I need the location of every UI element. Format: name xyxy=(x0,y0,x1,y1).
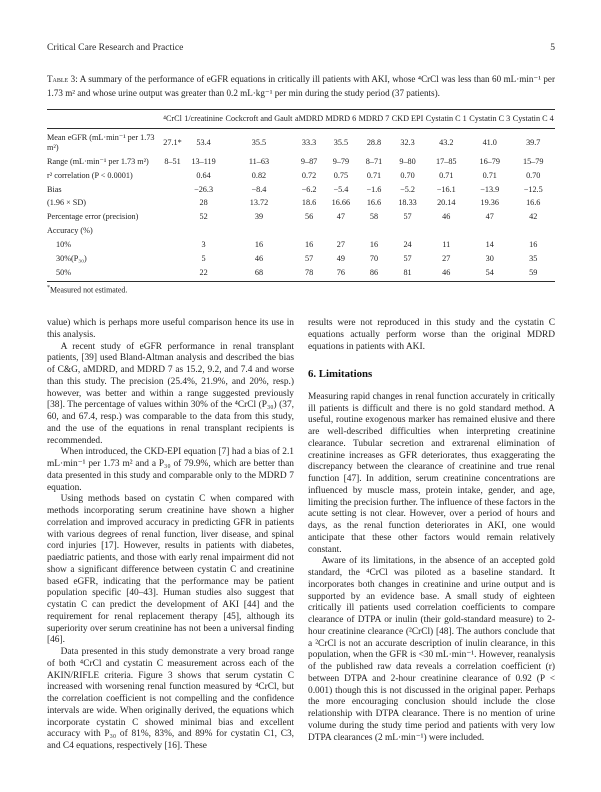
table-row xyxy=(47,183,555,197)
table-cell: 43.2 xyxy=(439,138,454,148)
row-label: Bias xyxy=(47,184,62,194)
table-cell: 59 xyxy=(529,267,538,277)
table-row xyxy=(47,129,555,155)
paragraph: value) which is perhaps more useful comparison hence its use in this analysis. xyxy=(47,318,294,340)
running-head xyxy=(47,42,555,53)
table-cell: 47 xyxy=(336,212,345,222)
table-cell: 76 xyxy=(336,267,345,277)
table-cell: −6.2 xyxy=(301,184,317,194)
table-cell: 41.0 xyxy=(482,138,497,148)
table-cell: 0.71 xyxy=(482,170,497,180)
table-cell: 19.36 xyxy=(480,198,499,208)
table-cell: 35.5 xyxy=(251,138,267,148)
table-cell: 33.3 xyxy=(301,138,317,148)
table-cell: 46 xyxy=(442,212,451,222)
table-cell: 46 xyxy=(442,267,451,277)
table-cell: 16.6 xyxy=(526,198,541,208)
table-cell: 39.7 xyxy=(526,138,541,148)
table-cell: 35.5 xyxy=(333,138,349,148)
table-cell: 0.71 xyxy=(366,170,382,180)
table-cell: 16 xyxy=(529,239,538,249)
table-cell: 52 xyxy=(199,212,208,222)
section-heading: 6. Limitations xyxy=(308,368,373,381)
table-header xyxy=(47,110,555,129)
table-cell: 58 xyxy=(369,212,379,222)
table-cell: 28 xyxy=(199,198,208,208)
table-cell: −12.5 xyxy=(523,184,543,194)
table-body xyxy=(47,129,555,282)
table-cell xyxy=(162,210,183,224)
row-label: r² correlation (P < 0.0001) xyxy=(47,170,133,180)
column-header: Cystatin C 4 xyxy=(512,114,554,124)
paragraph: Measuring rapid changes in renal function accurately in critically ill patients is difficult and there is no gold standard method. A useful, routine exogenous marker has remained elusive and there are well-described difficulties when interpreting creatinine clearance. Tubular secretion and extrarenal elimination of creatinine increases as GFR deteriorates, thus exaggerating the discrepancy between the clearance of creatinine and true renal function [47]. In addition, serum creatinine concentrations are influenced by muscle mass, protein intake, gender, and age, limiting the precision further. The influence of these factors in the acute setting is not clear. However, over a period of hours and days, as the renal function deteriorates in AKI, one would anticipate that these other factors would remain relatively constant. xyxy=(308,391,555,555)
column-header: 1/creatinine xyxy=(184,114,223,124)
row-label: Accuracy (%) xyxy=(47,226,93,236)
column-header: Cystatin C 1 xyxy=(425,114,467,124)
column-header: CKD EPI xyxy=(391,114,424,124)
row-label: (1.96 × SD) xyxy=(47,198,86,208)
table-cell xyxy=(162,196,183,210)
table-cell: 13–119 xyxy=(191,156,216,166)
table-row xyxy=(47,155,555,169)
table-cell: 8–71 xyxy=(365,156,383,166)
table-cell: 35 xyxy=(529,253,538,263)
table-cell: 9–87 xyxy=(300,156,318,166)
table-cell: 27.1* xyxy=(163,138,182,148)
table-cell: 0.71 xyxy=(439,170,454,180)
table-cell: 70 xyxy=(369,253,379,263)
table-cell xyxy=(162,169,183,183)
results-table xyxy=(47,109,555,282)
table-cell: 13.72 xyxy=(249,198,269,208)
footnote-marker: * xyxy=(47,285,50,292)
table-cell: 81 xyxy=(403,267,412,277)
table-row xyxy=(47,169,555,183)
row-label: 50% xyxy=(56,267,72,277)
table-cell: 18.6 xyxy=(301,198,317,208)
table-cell: 30 xyxy=(485,253,494,263)
table-row xyxy=(47,210,555,224)
body-columns xyxy=(47,318,555,753)
table-cell: 9–80 xyxy=(399,156,416,166)
table-row xyxy=(47,196,555,210)
table-cell: 49 xyxy=(336,253,345,263)
paragraph: A recent study of eGFR performance in renal transplant patients, [39] used Bland-Altman analysis and described the bias of C&G, aMDRD, and MDRD 7 as 15.2, 9.2, and 7.4 and worse than this study. The precision (25.4%, 21.9%, and 20%, resp.) however, was better and within a range suggested previously [38]. The percentage of values within 30% of the ⁴CrCl (P₃₀) (37, 60, and 67.4, resp.) was comparable to the data from this study, and the use of the equations in renal transplant recipients is recommended. xyxy=(47,341,294,446)
row-label: Percentage error (precision) xyxy=(47,212,139,222)
table-cell: 47 xyxy=(485,212,494,222)
journal-title: Critical Care Research and Practice xyxy=(47,42,184,53)
column-header: aMDRD xyxy=(294,114,324,124)
table-cell: 16–79 xyxy=(479,156,500,166)
column-header: MDRD 6 xyxy=(325,114,357,124)
table-cell: 56 xyxy=(304,212,314,222)
table-cell: 3 xyxy=(201,239,206,249)
column-header: Cystatin C 3 xyxy=(469,114,511,124)
table-cell: 0.82 xyxy=(251,170,267,180)
table-cell: 16 xyxy=(304,239,314,249)
paragraph: Aware of its limitations, in the absence of an accepted gold standard, the ⁴CrCl was piloted as a baseline standard. It incorporates both changes in creatinine and urine output and is supported by an evidence base. A small study of eighteen critically ill patients used correlation coefficients to compare clearance of DTPA or inulin (their gold-standard measure) to 2-hour creatinine clearance (²CrCl) [48]. The authors conclude that a ²CrCl is not an accurate description of inulin clearance, in this population, when the GFR is <30 mL·min⁻¹. However, reanalysis of the published raw data reveals a correlation coefficient (r) between DTPA and 2-hour creatinine clearance of 0.92 (P < 0.001) though this is not discussed in the original paper. Perhaps the more encouraging conclusion should include the close relationship with DTPA clearance. There is no mention of urine volume during the study time period and patients with very low DTPA clearances (2 mL·min⁻¹) were included. xyxy=(308,556,555,743)
table-cell: 32.3 xyxy=(400,138,415,148)
table-cell: 20.14 xyxy=(437,198,456,208)
table-cell: −5.4 xyxy=(333,184,349,194)
table-cell: 0.64 xyxy=(196,170,211,180)
stub-header xyxy=(47,110,162,129)
table-cell: 22 xyxy=(199,267,208,277)
table-footnote xyxy=(47,285,555,295)
table-cell: 27 xyxy=(442,253,451,263)
table-cell: 68 xyxy=(254,267,264,277)
table-cell: −1.6 xyxy=(366,184,382,194)
row-label: Mean eGFR (mL·min⁻¹ per 1.73 m²) xyxy=(47,133,155,152)
table-row xyxy=(47,238,555,252)
table-row xyxy=(47,224,555,238)
table-cell: 11 xyxy=(442,239,451,249)
table-cell: 27 xyxy=(336,239,345,249)
table-cell: 46 xyxy=(254,253,264,263)
table-cell: 57 xyxy=(403,212,412,222)
table-row xyxy=(47,266,555,282)
table-cell: 0.75 xyxy=(333,170,349,180)
table-label: Table 3: xyxy=(47,74,78,84)
table-cell: 42 xyxy=(529,212,538,222)
table-cell: 86 xyxy=(369,267,379,277)
table-cell: 16 xyxy=(369,239,379,249)
table-cell: −26.3 xyxy=(194,184,214,194)
table-cell: 0.70 xyxy=(526,170,541,180)
table-cell: −16.1 xyxy=(436,184,456,194)
table-cell: 18.33 xyxy=(398,198,417,208)
table-caption-text: A summary of the performance of eGFR equations in critically ill patients with AKI, whose ⁴CrCl was less than 60 mL·min⁻¹ per 1.73 m² and whose urine output was greater than 0.2 mL·kg⁻¹ per min during the study period (37 patients). xyxy=(47,74,555,98)
column-header: ⁴CrCl xyxy=(163,114,182,124)
table-row xyxy=(47,252,555,266)
table-caption xyxy=(47,73,555,100)
left-column xyxy=(47,318,294,753)
table-cell: 24 xyxy=(403,239,412,249)
table-cell: 5 xyxy=(201,253,206,263)
table-cell: −5.2 xyxy=(400,184,415,194)
table-cell: 57 xyxy=(403,253,412,263)
table-cell: −13.9 xyxy=(480,184,500,194)
table-cell: 39 xyxy=(254,212,264,222)
table-cell: 16.66 xyxy=(331,198,351,208)
right-column xyxy=(308,318,555,753)
table-cell: 16.6 xyxy=(366,198,382,208)
table-header-row xyxy=(47,110,555,129)
paragraph: When introduced, the CKD-EPI equation [7] had a bias of 2.1 mL·min⁻¹ per 1.73 m² and a P₃₀ of 79.9%, which are better than data presented in this study and comparable only to the MDRD 7 equation. xyxy=(47,447,294,493)
table-cell: 0.70 xyxy=(400,170,415,180)
table-cell: 9–79 xyxy=(332,156,350,166)
column-header: Cockcroft and Gault xyxy=(225,114,293,124)
page-number: 5 xyxy=(550,42,555,53)
row-label: 10% xyxy=(56,239,72,249)
paragraph: results were not reproduced in this study and the cystatin C equations actually perform worse than the original MDRD equations in patients with AKI. xyxy=(308,318,555,352)
table-cell: 0.72 xyxy=(301,170,317,180)
paragraph: Data presented in this study demonstrate a very broad range of both ⁴CrCl and cystatin C measurement across each of the AKIN/RIFLE criteria. Figure 3 shows that serum cystatin C increased with worsening renal function measured by ⁴CrCl, but the correlation coefficient is not compelling and the confidence intervals are wide. When originally derived, the equations which incorporate cystatin C showed minimal bias and excellent accuracy with P₃₀ of 81%, 83%, and 89% for cystatin C1, C3, and C4 equations, respectively [16]. These xyxy=(47,647,294,752)
row-label: 30%(P₃₀) xyxy=(56,253,87,263)
footnote-text: Measured not estimated. xyxy=(50,286,128,296)
table-cell: 28.8 xyxy=(366,138,382,148)
table-cell: 78 xyxy=(304,267,314,277)
table-cell: 11–63 xyxy=(248,156,270,166)
table-cell: 17–85 xyxy=(436,156,457,166)
table-cell xyxy=(162,266,183,282)
paragraph: Using methods based on cystatin C when compared with methods incorporating serum creatinine have shown a higher correlation and improved accuracy in predicting GFR in patients with various degrees of renal function, liver disease, and spinal cord injuries [17]. However, results in patients with diabetes, paediatric patients, and those with early renal impairment did not show a significant difference between cystatin C and creatinine based eGFR, indicating that the performance may be patient population specific [40–43]. Human studies also suggest that cystatin C can predict the development of AKI [44] and the requirement for renal replacement therapy [45], although its superiority over serum creatinine has not been a universal finding [46]. xyxy=(47,494,294,646)
table-cell: 57 xyxy=(304,253,314,263)
table-cell: 54 xyxy=(485,267,494,277)
table-cell xyxy=(162,238,183,252)
table-cell: 15–79 xyxy=(522,156,544,166)
column-header: MDRD 7 xyxy=(358,114,390,124)
table-cell: 16 xyxy=(254,239,264,249)
row-label: Range (mL·min⁻¹ per 1.73 m²) xyxy=(47,156,149,166)
table-cell: 8–51 xyxy=(164,156,181,166)
table-cell: −8.4 xyxy=(251,184,267,194)
table-cell xyxy=(162,252,183,266)
table-cell: 53.4 xyxy=(196,138,211,148)
table-cell xyxy=(162,183,183,197)
table-cell: 14 xyxy=(485,239,494,249)
